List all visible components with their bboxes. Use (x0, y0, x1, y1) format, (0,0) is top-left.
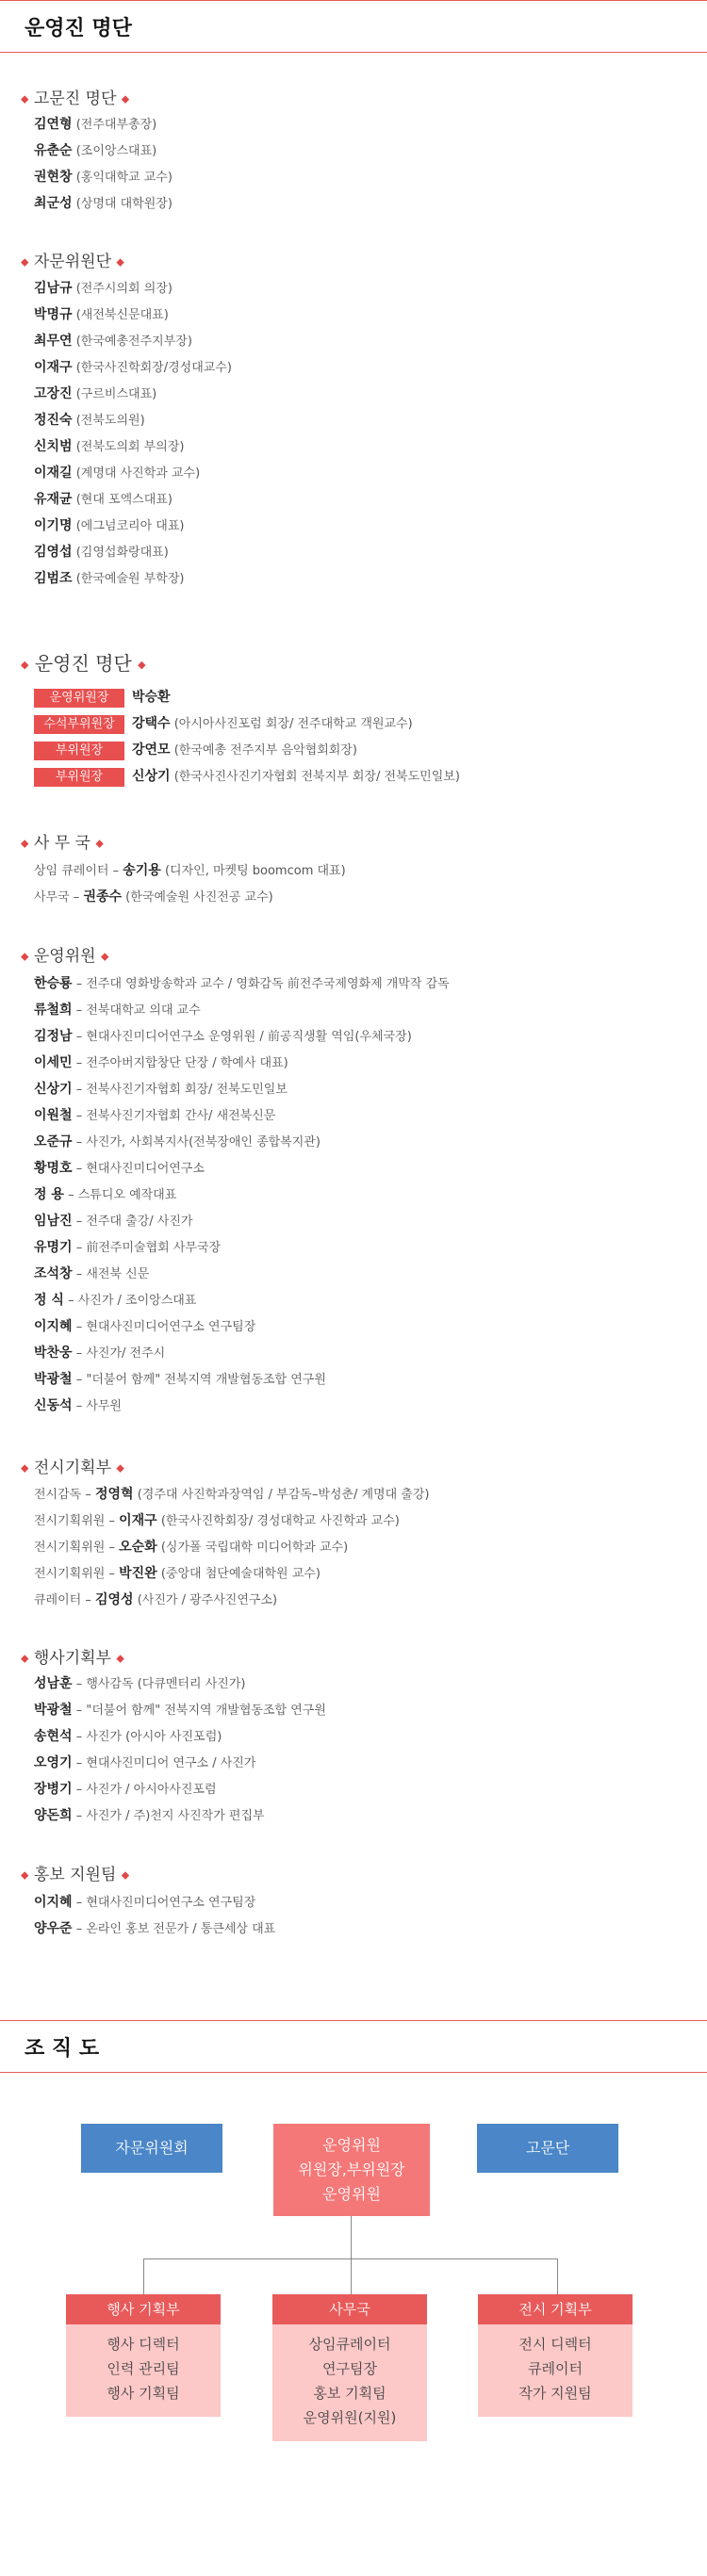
advisors-title: ◆ 고문진 명단 ◆ (21, 90, 130, 108)
bullet-icon: ◆ (21, 255, 29, 269)
list-item (34, 1776, 326, 1802)
item-name: 정영혁 (95, 1487, 134, 1502)
item-name: 성남훈 (34, 1676, 73, 1691)
list-item (34, 164, 173, 190)
bullet-icon: ◆ (95, 837, 104, 850)
role-tag: 운영위원장 (34, 689, 124, 708)
item-name: 임남진 (34, 1214, 73, 1229)
list-item (34, 1155, 450, 1182)
list-item (34, 1750, 326, 1776)
event-title: ◆ 행사기획부 ◆ (21, 1649, 124, 1668)
list-item (34, 1050, 450, 1076)
list-item (34, 1102, 450, 1129)
item-role: 전시기획위원 – (34, 1567, 120, 1581)
item-name: 장병기 (34, 1782, 73, 1797)
dept-event-body (66, 2324, 221, 2417)
advisors-box: 고문단 (477, 2124, 618, 2173)
committee-list (34, 970, 450, 1419)
item-name: 조석창 (34, 1266, 73, 1281)
item-desc: (전주시의회 의장) (75, 282, 173, 296)
list-item (34, 381, 232, 407)
list-item (34, 1208, 450, 1234)
list-item (34, 970, 450, 997)
item-desc: (한국예총 전주지부 음악협회회장) (173, 743, 357, 758)
bullet-icon: ◆ (121, 92, 130, 106)
list-item (34, 1366, 450, 1393)
item-desc: (새전북신문대표) (75, 308, 169, 322)
bullet-icon: ◆ (21, 1652, 29, 1665)
item-desc: – 사진가 / 아시아사진포럼 (72, 1783, 217, 1797)
item-desc: – 전주아버지합창단 단장 / 학예사 대표) (72, 1056, 288, 1070)
item-desc: (사진가 / 광주사진연구소) (133, 1593, 278, 1607)
item-name: 유춘순 (34, 143, 73, 158)
item-role: 전시기획위원 – (34, 1514, 120, 1528)
item-desc: – 전북대학교 의대 교수 (72, 1003, 201, 1018)
item-desc: – 새전북 신문 (72, 1267, 150, 1281)
item-desc: (디자인, 마켓팅 boomcom 대표) (160, 864, 346, 878)
bullet-icon: ◆ (100, 950, 109, 963)
pr-title: ◆ 홍보 지원팀 ◆ (21, 1866, 130, 1884)
staff-title: ◆ 운영진 명단 ◆ (21, 652, 146, 675)
item-desc: (전북도의원) (75, 414, 145, 428)
list-item (34, 111, 173, 138)
dept-item: 작가 지원팀 (518, 2385, 592, 2402)
item-name: 신치범 (34, 439, 73, 454)
item-name: 송현석 (34, 1729, 73, 1744)
list-item (34, 486, 232, 513)
bullet-icon: ◆ (116, 1652, 124, 1665)
item-name: 이세민 (34, 1055, 73, 1070)
item-name: 박승환 (132, 690, 171, 705)
item-desc: (한국예총전주지부장) (75, 334, 192, 349)
item-name: 양돈희 (34, 1808, 73, 1823)
steering-line: 운영위원 (322, 2136, 381, 2154)
list-item (34, 1671, 326, 1697)
item-name: 류철희 (34, 1003, 73, 1018)
item-desc: (홍익대학교 교수) (75, 171, 173, 185)
item-name: 권현창 (34, 170, 73, 185)
item-role: 큐레이터 – (34, 1593, 95, 1607)
item-desc: (전북도의회 부의장) (75, 440, 185, 454)
item-name: 이지혜 (34, 1319, 73, 1334)
item-name: 정 용 (34, 1187, 64, 1202)
item-desc: – 사무원 (72, 1399, 123, 1413)
list-item (34, 460, 232, 486)
item-name: 권종수 (83, 889, 123, 905)
list-item (34, 1481, 430, 1508)
item-name: 양우준 (34, 1921, 73, 1936)
item-desc: (한국사진사진기자협회 전북지부 회장/ 전북도민일보) (173, 770, 460, 784)
bullet-icon: ◆ (21, 659, 29, 671)
item-name: 박명규 (34, 307, 73, 322)
item-desc: – 사진가 / 조이앙스대표 (63, 1294, 197, 1308)
list-item (34, 884, 346, 910)
item-name: 김범조 (34, 571, 73, 586)
list-item (34, 1182, 450, 1208)
item-name: 박광철 (34, 1372, 73, 1387)
item-desc: – 현대사진미디어연구소 운영위원 / 前공직생활 역임(우체국장) (72, 1030, 412, 1044)
item-name: 김정남 (34, 1029, 73, 1044)
list-item (34, 513, 232, 539)
item-desc: (전주대부총장) (75, 118, 157, 132)
item-desc: (한국예술원 부학장) (75, 572, 185, 586)
list-item (34, 1076, 450, 1102)
item-desc: – 현대사진미디어연구소 (72, 1162, 205, 1176)
list-item (34, 1560, 430, 1587)
list-item (34, 407, 232, 433)
connector-line (351, 2258, 352, 2294)
item-desc: (한국예술원 사진전공 교수) (122, 890, 273, 905)
committee-title: ◆ 운영위원 ◆ (21, 947, 109, 966)
item-desc: – 사진가 / 주)천지 사진작가 편집부 (72, 1809, 265, 1823)
item-name: 이지혜 (34, 1895, 73, 1910)
exhibition-title: ◆ 전시기획부 ◆ (21, 1459, 124, 1477)
item-desc: – 전북사진기자협회 간사/ 새전북신문 (72, 1109, 276, 1123)
item-name: 김남규 (34, 281, 73, 296)
item-name: 유명기 (34, 1240, 73, 1255)
list-item (34, 275, 232, 302)
item-name: 이재구 (34, 360, 73, 375)
bullet-icon: ◆ (21, 1461, 29, 1475)
dept-event-title: 행사 기획부 (66, 2294, 221, 2324)
item-desc: – 현대사진미디어연구소 연구팀장 (72, 1896, 256, 1910)
connector-line (143, 2258, 144, 2294)
item-name: 정진숙 (34, 413, 73, 428)
item-name: 이기명 (34, 518, 73, 533)
advisors-list (34, 111, 173, 217)
list-item (34, 1534, 430, 1560)
list-item (34, 1340, 450, 1366)
list-item (34, 1889, 275, 1916)
item-desc: (계명대 사진학과 교수) (75, 466, 201, 481)
bullet-icon: ◆ (21, 1868, 29, 1882)
bullet-icon: ◆ (116, 1461, 124, 1475)
secretariat-list (34, 857, 346, 910)
page-title: 운영진 명단 (25, 17, 132, 41)
list-item (34, 565, 232, 592)
dept-item: 인력 관리팀 (107, 2360, 180, 2377)
item-desc: (에그넘코리아 대표) (75, 519, 185, 533)
item-desc: (경주대 사진학과장역임 / 부감독–박성춘/ 계명대 출강) (133, 1488, 430, 1502)
item-name: 고장진 (34, 386, 73, 401)
bullet-icon: ◆ (21, 92, 29, 106)
list-item (34, 710, 460, 737)
item-name: 정 식 (34, 1293, 64, 1308)
item-name: 유재균 (34, 492, 73, 507)
list-item (34, 328, 232, 354)
item-desc: (한국사진학회장/ 경성대학교 사진학과 교수) (156, 1514, 400, 1528)
dept-item: 큐레이터 (528, 2360, 583, 2377)
role-tag: 수석부위원장 (34, 715, 124, 734)
item-name: 박광철 (34, 1703, 73, 1718)
dept-item: 홍보 기획팀 (313, 2385, 386, 2402)
list-item (34, 1916, 275, 1942)
item-name: 이원철 (34, 1108, 73, 1123)
dept-item: 운영위원(지원) (303, 2409, 397, 2426)
item-name: 이재구 (119, 1513, 157, 1528)
item-name: 황명호 (34, 1161, 73, 1176)
bullet-icon: ◆ (121, 1868, 130, 1882)
steering-committee-box (273, 2124, 430, 2216)
list-item (34, 138, 173, 164)
exhibition-list (34, 1481, 430, 1613)
dept-exhibition-title: 전시 기획부 (478, 2294, 633, 2324)
item-desc: (구르비스대표) (75, 387, 157, 401)
list-item (34, 684, 460, 710)
item-desc: – 사진가, 사회복지사(전북장애인 종합복지관) (72, 1135, 321, 1149)
list-item (34, 1287, 450, 1313)
advisory-committee-box: 자문위원회 (81, 2124, 222, 2173)
item-name: 강연모 (132, 742, 171, 758)
item-name: 김연형 (34, 117, 73, 132)
role-tag: 부위원장 (34, 768, 124, 787)
item-desc: – 전주대 영화방송학과 교수 / 영화감독 前전주국제영화제 개막작 감독 (72, 977, 450, 991)
bullet-icon: ◆ (21, 950, 29, 963)
list-item (34, 997, 450, 1023)
item-role: 사무국 – (34, 890, 84, 905)
item-desc: – 현대사진미디어연구소 연구팀장 (72, 1320, 256, 1334)
staff-list (34, 684, 460, 790)
org-header (0, 2020, 707, 2073)
item-desc: – 前전주미술협회 사무국장 (72, 1241, 222, 1255)
list-item (34, 1023, 450, 1050)
list-item (34, 190, 173, 217)
item-desc: – 행사감독 (다큐멘터리 사진가) (72, 1677, 246, 1691)
item-desc: (상명대 대학원장) (75, 197, 173, 211)
secretariat-title: ◆ 사 무 국 ◆ (21, 834, 104, 853)
item-desc: (한국사진학회장/경성대교수) (75, 361, 232, 375)
list-item (34, 1508, 430, 1534)
pr-list (34, 1889, 275, 1942)
item-desc: – 전주대 출강/ 사진가 (72, 1215, 193, 1229)
item-name: 오영기 (34, 1755, 73, 1770)
item-name: 신상기 (34, 1082, 73, 1097)
bullet-icon: ◆ (138, 659, 146, 671)
item-desc: (현대 포엑스대표) (75, 493, 173, 507)
bullet-icon: ◆ (21, 837, 29, 850)
event-list (34, 1671, 326, 1829)
item-name: 강택수 (132, 716, 171, 731)
list-item (34, 1723, 326, 1750)
list-item (34, 1697, 326, 1723)
dept-secretariat-title: 사무국 (272, 2294, 427, 2324)
list-item (34, 763, 460, 790)
item-desc: (김영섭화랑대표) (75, 546, 169, 560)
item-name: 신상기 (132, 769, 171, 784)
bullet-icon: ◆ (116, 255, 124, 269)
item-name: 김영성 (95, 1592, 134, 1607)
item-name: 최무연 (34, 334, 73, 349)
item-desc: – 스튜디오 예작대표 (63, 1188, 177, 1202)
item-desc: (아시아사진포럼 회장/ 전주대학교 객원교수) (173, 717, 413, 731)
list-item (34, 1587, 430, 1613)
dept-item: 연구팀장 (322, 2360, 377, 2377)
consultants-list (34, 275, 232, 592)
list-item (34, 1313, 450, 1340)
dept-item: 행사 기획팀 (107, 2385, 180, 2402)
list-item (34, 1261, 450, 1287)
steering-line: 운영위원 (322, 2185, 381, 2203)
page-header (0, 0, 707, 53)
item-desc: (싱가폴 국립대학 미디어학과 교수) (156, 1541, 349, 1555)
item-name: 신동석 (34, 1398, 73, 1413)
org-title: 조 직 도 (25, 2037, 100, 2061)
item-role: 상임 큐레이터 – (34, 864, 123, 878)
list-item (34, 857, 346, 884)
dept-item: 전시 디렉터 (518, 2336, 592, 2353)
item-name: 오순화 (119, 1540, 157, 1555)
item-name: 송기용 (123, 863, 161, 878)
list-item (34, 354, 232, 381)
list-item (34, 737, 460, 763)
dept-exhibition-body (478, 2324, 633, 2417)
item-name: 김영섭 (34, 545, 73, 560)
list-item (34, 302, 232, 328)
item-desc: – 온라인 홍보 전문가 / 통큰세상 대표 (72, 1922, 276, 1936)
item-role: 전시기획위원 – (34, 1541, 120, 1555)
item-desc: – 현대사진미디어 연구소 / 사진가 (72, 1756, 256, 1770)
dept-item: 행사 디렉터 (107, 2336, 180, 2353)
item-name: 박찬웅 (34, 1345, 73, 1361)
item-name: 최군성 (34, 196, 73, 211)
item-name: 오준규 (34, 1134, 73, 1149)
connector-line (557, 2258, 558, 2294)
item-desc: (조이앙스대표) (75, 144, 157, 158)
item-desc: (중앙대 첨단예술대학원 교수) (156, 1567, 321, 1581)
list-item (34, 1234, 450, 1261)
list-item (34, 1802, 326, 1829)
item-name: 이재길 (34, 465, 73, 481)
dept-secretariat-body (272, 2324, 427, 2441)
list-item (34, 1129, 450, 1155)
list-item (34, 539, 232, 565)
consultants-title: ◆ 자문위원단 ◆ (21, 253, 124, 271)
connector-line (351, 2216, 352, 2259)
list-item (34, 1393, 450, 1419)
role-tag: 부위원장 (34, 742, 124, 760)
item-name: 박진완 (119, 1566, 157, 1581)
steering-line: 위원장,부위원장 (298, 2160, 405, 2178)
item-name: 한승룡 (34, 976, 73, 991)
dept-item: 상임큐레이터 (308, 2336, 391, 2353)
item-desc: – 사진가 (아시아 사진포럼) (72, 1730, 222, 1744)
item-desc: – 전북사진기자협회 회장/ 전북도민일보 (72, 1083, 288, 1097)
item-desc: – 사진가/ 전주시 (72, 1346, 166, 1361)
item-role: 전시감독 – (34, 1488, 95, 1502)
item-desc: – "더불어 함께" 전북지역 개발협동조합 연구원 (72, 1373, 326, 1387)
item-desc: – "더불어 함께" 전북지역 개발협동조합 연구원 (72, 1704, 326, 1718)
list-item (34, 433, 232, 460)
